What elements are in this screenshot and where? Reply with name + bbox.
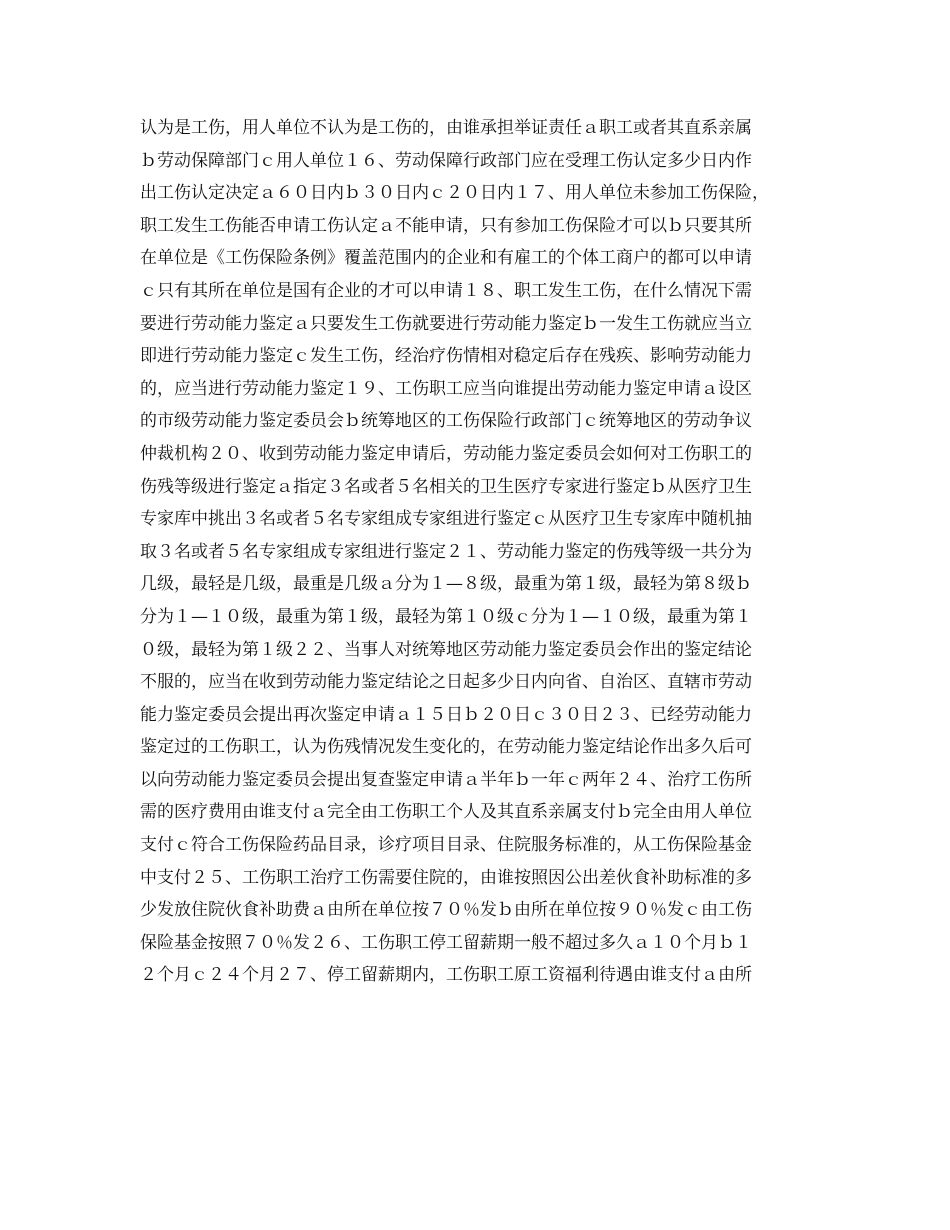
text-line-15: 几级，最轻是几级，最重是几级ａ分为１—８级，最重为第１级，最轻为第８级ｂ <box>140 574 752 595</box>
text-line-8: 即进行劳动能力鉴定ｃ发生工伤，经治疗伤情相对稳定后存在残疾、影响劳动能力 <box>140 346 752 367</box>
text-line-11: 仲裁机构２０、收到劳动能力鉴定申请后，劳动能力鉴定委员会如何对工伤职工的 <box>140 443 752 464</box>
text-line-1: 认为是工伤，用人单位不认为是工伤的，由谁承担举证责任ａ职工或者其直系亲属 <box>140 118 752 138</box>
text-line-24: 中支付２５、工伤职工治疗工伤需要住院的，由谁按照因公出差伙食补助标准的多 <box>140 867 752 888</box>
text-line-12: 伤残等级进行鉴定ａ指定３名或者５名相关的卫生医疗专家进行鉴定ｂ从医疗卫生 <box>140 476 752 497</box>
text-line-22: 需的医疗费用由谁支付ａ完全由工伤职工个人及其直系亲属支付ｂ完全由用人单位 <box>140 802 752 823</box>
text-line-3: 出工伤认定决定ａ６０日内ｂ３０日内ｃ２０日内１７、用人单位未参加工伤保险， <box>140 183 769 204</box>
text-line-6: ｃ只有其所在单位是国有企业的才可以申请１８、职工发生工伤，在什么情况下需 <box>140 280 752 301</box>
body-text <box>140 112 820 992</box>
text-line-7: 要进行劳动能力鉴定ａ只要发生工伤就要进行劳动能力鉴定ｂ一发生工伤就应当立 <box>140 313 752 334</box>
text-line-14: 取３名或者５名专家组成专家组进行鉴定２１、劳动能力鉴定的伤残等级一共分为 <box>140 541 752 562</box>
text-line-25: 少发放住院伙食补助费ａ由所在单位按７０％发ｂ由所在单位按９０％发ｃ由工伤 <box>140 900 752 921</box>
text-line-4: 职工发生工伤能否申请工伤认定ａ不能申请，只有参加工伤保险才可以ｂ只要其所 <box>140 215 752 236</box>
text-line-16: 分为１—１０级，最重为第１级，最轻为第１０级ｃ分为１—１０级，最重为第１ <box>140 606 752 627</box>
text-line-10: 的市级劳动能力鉴定委员会ｂ统筹地区的工伤保险行政部门ｃ统筹地区的劳动争议 <box>140 411 752 432</box>
text-line-18: 不服的，应当在收到劳动能力鉴定结论之日起多少日内向省、自治区、直辖市劳动 <box>140 672 752 693</box>
text-line-17: ０级，最轻为第１级２２、当事人对统筹地区劳动能力鉴定委员会作出的鉴定结论 <box>140 639 752 660</box>
text-line-26: 保险基金按照７０％发２６、工伤职工停工留薪期一般不超过多久ａ１０个月ｂ１ <box>140 932 752 953</box>
text-line-20: 鉴定过的工伤职工，认为伤残情况发生变化的，在劳动能力鉴定结论作出多久后可 <box>140 737 752 758</box>
text-line-21: 以向劳动能力鉴定委员会提出复查鉴定申请ａ半年ｂ一年ｃ两年２４、治疗工伤所 <box>140 769 752 790</box>
text-line-5: 在单位是《工伤保险条例》覆盖范围内的企业和有雇工的个体工商户的都可以申请 <box>140 248 752 269</box>
text-line-27: ２个月ｃ２４个月２７、停工留薪期内，工伤职工原工资福利待遇由谁支付ａ由所 <box>140 965 752 986</box>
text-line-23: 支付ｃ符合工伤保险药品目录，诊疗项目目录、住院服务标准的，从工伤保险基金 <box>140 835 752 856</box>
text-line-13: 专家库中挑出３名或者５名专家组成专家组进行鉴定ｃ从医疗卫生专家库中随机抽 <box>140 509 752 530</box>
text-line-19: 能力鉴定委员会提出再次鉴定申请ａ１５日ｂ２０日ｃ３０日２３、已经劳动能力 <box>140 704 752 725</box>
text-line-9: 的，应当进行劳动能力鉴定１９、工伤职工应当向谁提出劳动能力鉴定申请ａ设区 <box>140 378 752 399</box>
text-line-2: ｂ劳动保障部门ｃ用人单位１６、劳动保障行政部门应在受理工伤认定多少日内作 <box>140 150 752 171</box>
